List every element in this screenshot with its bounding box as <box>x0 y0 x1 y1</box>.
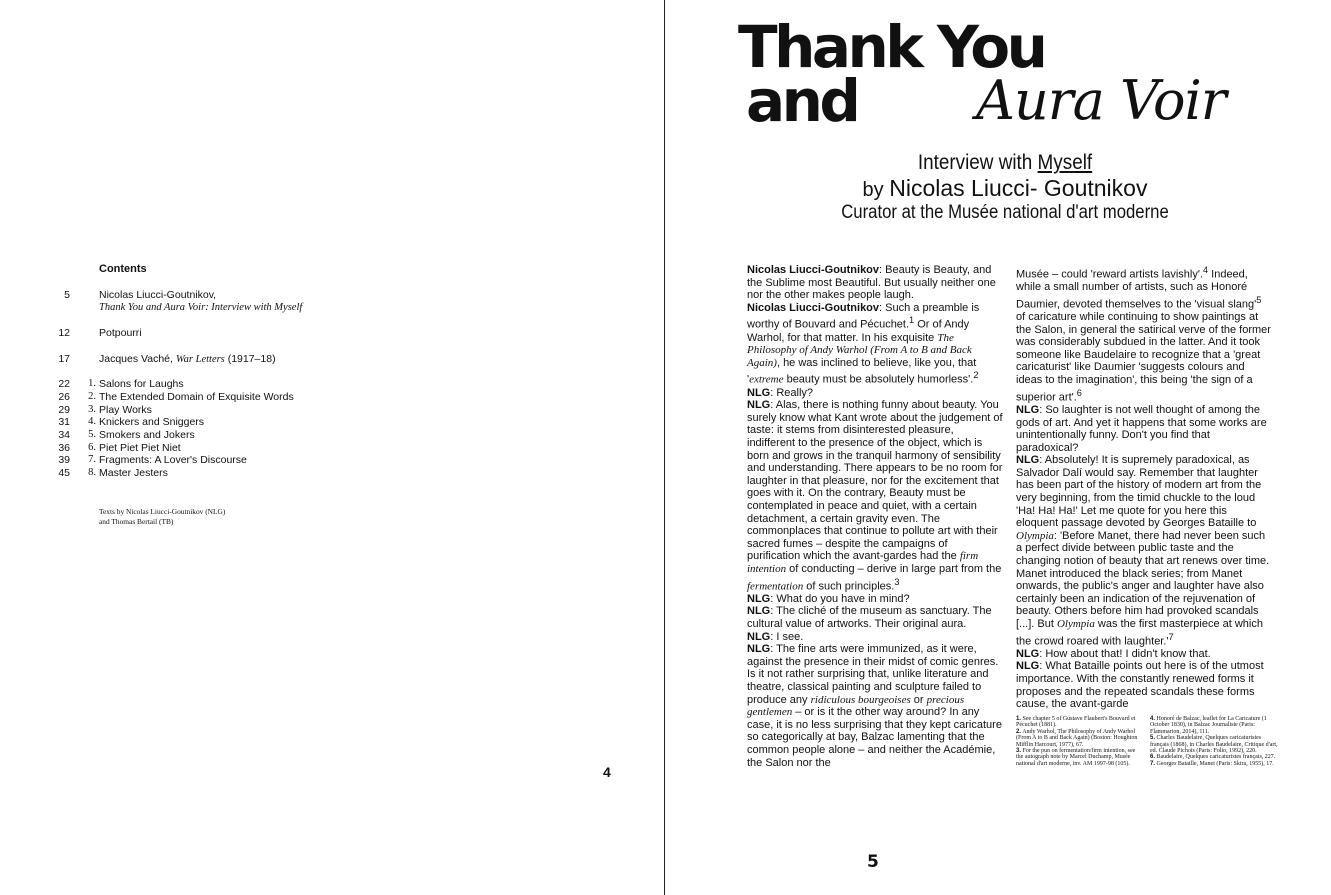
footnote: 2. Andy Warhol, The Philosophy of Andy Warhol (From A to B and Back Again) (Boston: Houghton Mifflin Harcourt, 1977), 67. <box>1016 728 1138 748</box>
article-title-aura-voir: Aura Voir <box>976 69 1226 132</box>
toc-chapter-title: Salons for Laughs <box>99 378 184 390</box>
toc-page-number: 26 <box>58 391 70 403</box>
credits <box>99 507 225 527</box>
toc-chapter-index: 8. <box>88 467 96 478</box>
toc-chapter-title: Smokers and Jokers <box>99 429 195 441</box>
toc-chapter-index: 1. <box>88 378 96 389</box>
toc-page-number: 17 <box>58 353 70 365</box>
left-page-number: 4 <box>603 764 611 780</box>
toc-chapter-title: Knickers and Sniggers <box>99 416 205 428</box>
toc-title: War Letters <box>175 354 225 365</box>
byline-by: by <box>862 179 890 201</box>
toc-chapter-index: 7. <box>88 454 96 465</box>
toc-page-number: 31 <box>58 416 70 428</box>
toc-author: Nicolas Liucci-Goutnikov, <box>99 289 217 301</box>
toc-text <box>99 353 276 367</box>
credit-line: and Thomas Bertail (TB) <box>99 517 174 526</box>
toc-chapter-title: Play Works <box>99 404 152 416</box>
toc-chapter-index: 6. <box>88 442 96 453</box>
toc-page-number: 5 <box>64 289 70 301</box>
author-name: Nicolas Liucci- Goutnikov <box>889 175 1148 201</box>
footnote: 1. See chapter 5 of Gustave Flaubert's Bouvard et Pécuchet (1881). <box>1016 716 1136 729</box>
article-column-1: Nicolas Liucci-Goutnikov: Beauty is Beauty, and the Sublime most Beautiful. But usually neither one nor the other makes people laugh. Nicolas Liucci-Goutnikov: Such a preamble is worthy of Bouvard and Pécuchet.$^1$ Or of Andy Warhol, for that matter. In his exquisite The Philosophy of Andy Warhol (From A to B and Back Again), he was inclined to believe, like you, that 'extreme beauty must be absolutely humorless'.$^2$ NLG: Really? NLG: Alas, there is nothing funny about beauty. You surely know what Kant wrote about the judgement of taste: it stems from disinterested pleasure, indifferent to the presence of the object, which is born and grows in the tranquil harmony of sensibility and understanding. There appears to be no room for laughter in that pleasure, nor for the excitement that goes with it. On the contrary, Beauty must be contemplated in peace and quiet, with a certain detachment, a certain gravity even. The commonplaces that continue to pollute art with their sacred fumes – despite the campaigns of purification which the avant-gardes had the firm intention of conducting – derive in large part from the fermentation of such principles.$^3$ NLG: What do you have in mind? NLG: The cliché of the museum as sanctuary. The cultural value of artworks. Their original aura. NLG: I see. NLG: The fine arts were immunized, as it were, against the presence in their midst of comic genres. Is it not rather surprising that, unlike literature and theatre, classical painting and sculpture failed to produce any ridiculous bourgeoises or precious gentlemen – or is it the other way around? In any case, it is no less surprising that they kept caricature so categorically at bay, Balzac lamenting that the common people alone – and neither the Académie, the Salon nor the <box>747 264 1003 769</box>
toc-chapter-index: 4. <box>88 416 96 427</box>
toc-page-number: 36 <box>58 442 70 454</box>
author-role: Curator at the Musée national d'art moderne <box>841 202 1169 223</box>
footnote: 6. Baudelaire, Quelques caricaturistes français, 227. <box>1150 754 1276 761</box>
contents-heading: Contents <box>99 263 147 275</box>
toc-page-number: 22 <box>58 378 70 390</box>
toc-title: Thank You and Aura Voir: Interview with Myself <box>99 302 303 313</box>
byline <box>680 175 1330 202</box>
toc-chapter-index: 2. <box>88 391 96 402</box>
toc-title: Potpourri <box>99 327 142 339</box>
toc-chapter-title: Piet Piet Piet Niet <box>99 442 181 454</box>
footnote: 3. For the pun on fermentation/firm intention, see the autograph note by Marcel Duchamp, Musée national d'art moderne, inv. AM 1997-98 (105). <box>1016 748 1136 767</box>
interview-subtitle <box>713 151 1298 175</box>
page-gutter-divider <box>664 0 665 895</box>
toc-page-number: 39 <box>58 454 70 466</box>
article-title-line1: Thank You <box>738 13 1045 81</box>
toc-chapter-title: Master Jesters <box>99 467 168 479</box>
article-column-2: Musée – could 'reward artists lavishly'.$^4$ Indeed, while a small number of artists, such as Honoré Daumier, devoted themselves to the 'visual $slang'^5$ of caricature while continuing to show paintings at the Salon, in general the satirical verve of the former was considerably subdued in the latter. And it took someone like Baudelaire to recognize that a 'great caricaturist' like Daumier 'suggests colours and ideas to the imagination', this being 'the sign of a superior art'.$^6$ NLG: So laughter is not well thought of among the gods of art. And yet it happens that some works are unintentionally funny. Don't you find that paradoxical? NLG: Absolutely! It is supremely paradoxical, as Salvador Dalí would say. Remember that laughter has been part of the history of modern art from the very beginning, from the timid chuckle to the loud 'Ha! Ha! Ha!' Let me quote for you here this eloquent passage devoted by Georges Bataille to Olympia: 'Before Manet, there had never been such a perfect divide between public taste and the changing notion of beauty that art renews over time. Manet introduced the black series; from Manet onwards, the public's anger and laughter have also certainly been an indication of the rejuvenation of beauty. Others before him had provoked scandals [...]. But Olympia was the first masterpiece at which the crowd roared with $laughter.'^7$ NLG: How about that! I didn't know that. NLG: What Bataille points out here is of the utmost importance. With the constantly renewed forms it proposes and the repeated scandals these forms cause, the avant-garde <box>1016 265 1271 711</box>
credit-line: Texts by Nicolas Liucci-Goutnikov (NLG) <box>99 507 226 516</box>
right-page-number: 5 <box>867 852 879 872</box>
toc-author: Jacques Vaché, <box>99 353 176 365</box>
interview-name: Myself <box>1037 151 1093 174</box>
article-title-and: and <box>746 67 858 135</box>
footnote: 4. Honoré de Balzac, leaflet for La Caricature (1 October 1830), in Balzac Journaliste (Paris: Flammarion, 2014), 111. <box>1150 716 1267 735</box>
toc-page-number: 29 <box>58 404 70 416</box>
toc-chapter-index: 5. <box>88 429 96 440</box>
toc-chapter-title: Fragments: A Lover's Discourse <box>99 454 247 466</box>
toc-suffix: (1917–18) <box>224 353 276 365</box>
toc-page-number: 34 <box>58 429 70 441</box>
footnotes-left <box>1016 716 1144 767</box>
toc-chapter-index: 3. <box>88 404 96 415</box>
toc-page-number: 45 <box>58 467 70 479</box>
toc-page-number: 12 <box>58 327 70 339</box>
footnote: 5. Charles Baudelaire, Quelques caricaturistes français (1868), in Charles Baudelaire, Critique d'art, ed. Claude Pichois (Paris: Folio, 1992), 220. <box>1150 735 1278 755</box>
toc-chapter-title: The Extended Domain of Exquisite Words <box>99 391 294 403</box>
interview-prefix: Interview with <box>917 151 1038 174</box>
footnote: 7. Georges Bataille, Manet (Paris: Skira, 1955), 17. <box>1150 760 1274 767</box>
footnotes-right <box>1150 716 1278 767</box>
